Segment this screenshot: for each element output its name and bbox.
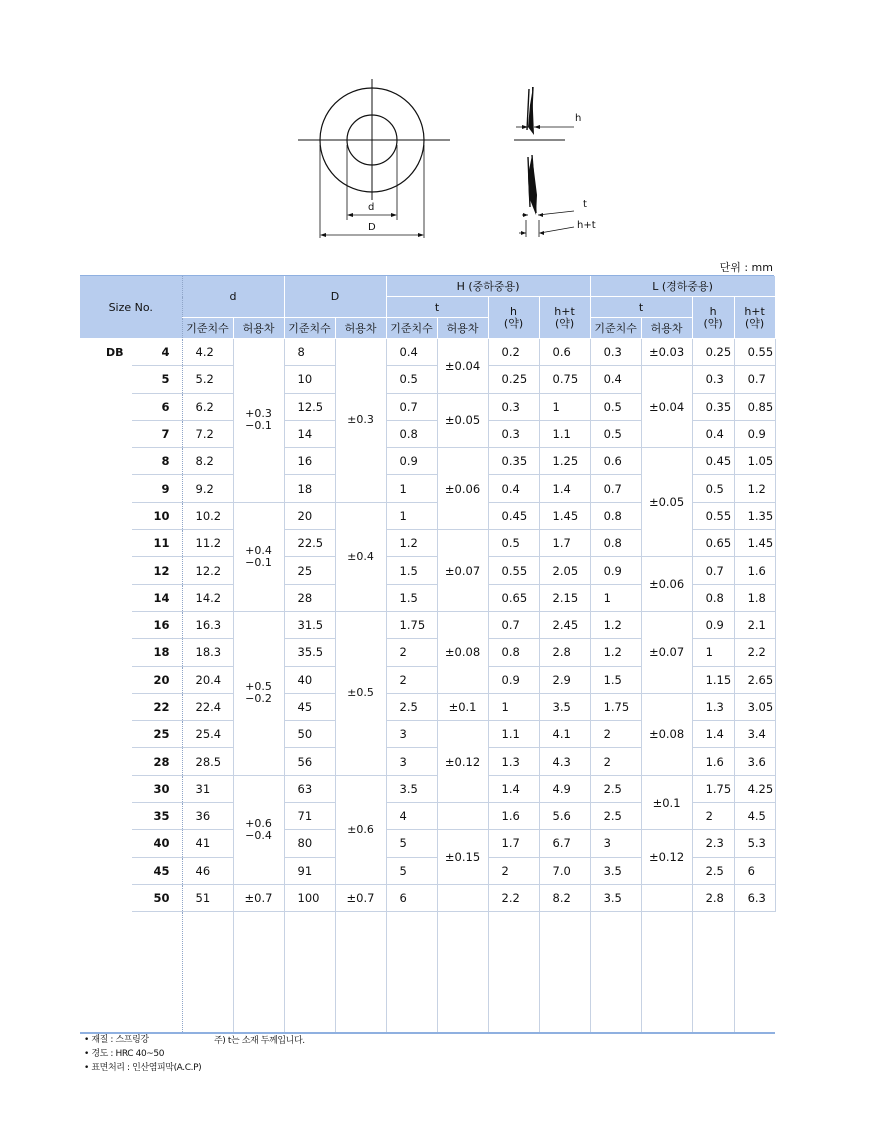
D-tolerance: ±0.4 <box>335 502 386 611</box>
H-t-basic: 3 <box>386 748 437 775</box>
L-h: 2.3 <box>692 830 734 857</box>
H-ht: 2.45 <box>539 611 590 638</box>
header-d-tol: 허용차 <box>233 318 284 339</box>
H-h: 1.1 <box>488 721 539 748</box>
D-basic: 16 <box>284 448 335 475</box>
D-basic: 12.5 <box>284 393 335 420</box>
size-no: 22 <box>132 693 182 720</box>
D-tolerance: ±0.3 <box>335 339 386 503</box>
note-surface: • 표면처리 : 인산염피막(A.C.P) <box>84 1063 202 1073</box>
H-h: 0.4 <box>488 475 539 502</box>
L-h: 1.4 <box>692 721 734 748</box>
d-basic: 25.4 <box>182 721 233 748</box>
H-t-basic: 1.2 <box>386 530 437 557</box>
L-h: 0.25 <box>692 339 734 366</box>
H-t-basic: 4 <box>386 803 437 830</box>
L-t-basic: 2.5 <box>590 775 641 802</box>
H-t-basic: 0.8 <box>386 420 437 447</box>
size-no: 50 <box>132 884 182 911</box>
L-t-basic: 0.4 <box>590 366 641 393</box>
unit-label: 단위 : mm <box>719 261 773 274</box>
H-ht: 7.0 <box>539 857 590 884</box>
d-basic: 12.2 <box>182 557 233 584</box>
L-t-basic: 0.5 <box>590 420 641 447</box>
D-basic: 50 <box>284 721 335 748</box>
H-t-tolerance: ±0.07 <box>437 530 488 612</box>
filler-cell <box>488 912 539 1034</box>
note-hardness: • 경도 : HRC 40~50 <box>84 1049 165 1059</box>
d-basic: 10.2 <box>182 502 233 529</box>
L-t-basic: 0.5 <box>590 393 641 420</box>
L-ht: 4.5 <box>734 803 775 830</box>
D-tolerance: ±0.5 <box>335 611 386 775</box>
ht-label: h+t <box>577 220 596 231</box>
H-t-tolerance <box>437 884 488 911</box>
D-tolerance: ±0.7 <box>335 884 386 911</box>
d-basic: 7.2 <box>182 420 233 447</box>
header-D: D <box>284 276 386 318</box>
D-basic: 71 <box>284 803 335 830</box>
size-no: 12 <box>132 557 182 584</box>
H-h: 2 <box>488 857 539 884</box>
header-L: L (경하중용) <box>590 276 775 297</box>
L-ht: 2.2 <box>734 639 775 666</box>
size-no: 7 <box>132 420 182 447</box>
H-t-basic: 2 <box>386 639 437 666</box>
H-ht: 1.4 <box>539 475 590 502</box>
L-ht: 2.1 <box>734 611 775 638</box>
filler-cell <box>233 912 284 1034</box>
size-no: 11 <box>132 530 182 557</box>
size-no: 18 <box>132 639 182 666</box>
D-basic: 63 <box>284 775 335 802</box>
H-ht: 4.9 <box>539 775 590 802</box>
H-t-basic: 3.5 <box>386 775 437 802</box>
size-no: 10 <box>132 502 182 529</box>
L-h: 0.7 <box>692 557 734 584</box>
d-basic: 16.3 <box>182 611 233 638</box>
L-t-basic: 2 <box>590 748 641 775</box>
H-ht: 2.9 <box>539 666 590 693</box>
H-ht: 1.7 <box>539 530 590 557</box>
H-h: 0.55 <box>488 557 539 584</box>
D-basic: 31.5 <box>284 611 335 638</box>
L-ht: 0.7 <box>734 366 775 393</box>
header-d: d <box>182 276 284 318</box>
H-h: 2.2 <box>488 884 539 911</box>
L-t-tolerance <box>641 884 692 911</box>
header-L-t: t <box>590 297 692 318</box>
H-ht: 2.05 <box>539 557 590 584</box>
d-basic: 20.4 <box>182 666 233 693</box>
L-t-basic: 3 <box>590 830 641 857</box>
H-ht: 6.7 <box>539 830 590 857</box>
notes <box>84 1033 201 1075</box>
L-h: 0.35 <box>692 393 734 420</box>
H-h: 0.3 <box>488 420 539 447</box>
remark: 주) t는 소재 두께입니다. <box>214 1036 305 1046</box>
filler-cell <box>182 912 233 1034</box>
D-basic: 8 <box>284 339 335 366</box>
H-t-basic: 2.5 <box>386 693 437 720</box>
filler-cell <box>386 912 437 1034</box>
H-ht: 0.75 <box>539 366 590 393</box>
table-body <box>80 339 775 1034</box>
L-ht: 1.2 <box>734 475 775 502</box>
L-ht: 4.25 <box>734 775 775 802</box>
H-h: 1 <box>488 693 539 720</box>
filler-cell <box>539 912 590 1034</box>
filler-cell <box>132 912 182 1034</box>
header-d-basic: 기준치수 <box>182 318 233 339</box>
H-ht: 3.5 <box>539 693 590 720</box>
H-t-tolerance: ±0.04 <box>437 339 488 394</box>
D-basic: 25 <box>284 557 335 584</box>
L-t-basic: 1 <box>590 584 641 611</box>
H-h: 0.25 <box>488 366 539 393</box>
table-row <box>80 611 775 638</box>
header-Ht-basic: 기준치수 <box>386 318 437 339</box>
D-basic: 20 <box>284 502 335 529</box>
L-t-tolerance: ±0.08 <box>641 693 692 775</box>
table-row <box>80 693 775 720</box>
d-basic: 22.4 <box>182 693 233 720</box>
size-no: 5 <box>132 366 182 393</box>
H-ht: 1.1 <box>539 420 590 447</box>
table-row <box>80 884 775 911</box>
L-ht: 3.4 <box>734 721 775 748</box>
L-ht: 1.45 <box>734 530 775 557</box>
H-ht: 1.45 <box>539 502 590 529</box>
table-row <box>80 366 775 393</box>
H-t-basic: 5 <box>386 857 437 884</box>
table-row <box>80 339 775 366</box>
t-label: t <box>583 199 587 210</box>
D-basic: 40 <box>284 666 335 693</box>
H-t-basic: 0.4 <box>386 339 437 366</box>
d-basic: 51 <box>182 884 233 911</box>
L-h: 1.3 <box>692 693 734 720</box>
L-ht: 1.6 <box>734 557 775 584</box>
L-t-basic: 3.5 <box>590 884 641 911</box>
L-h: 0.5 <box>692 475 734 502</box>
H-h: 1.3 <box>488 748 539 775</box>
size-no: 45 <box>132 857 182 884</box>
d-basic: 4.2 <box>182 339 233 366</box>
H-t-basic: 2 <box>386 666 437 693</box>
d-basic: 36 <box>182 803 233 830</box>
d-basic: 41 <box>182 830 233 857</box>
H-ht: 1.25 <box>539 448 590 475</box>
D-basic: 100 <box>284 884 335 911</box>
L-ht: 0.55 <box>734 339 775 366</box>
L-t-basic: 1.75 <box>590 693 641 720</box>
d-basic: 11.2 <box>182 530 233 557</box>
L-h: 1 <box>692 639 734 666</box>
header-L-ht: h+t (약) <box>734 297 775 339</box>
header-H-t: t <box>386 297 488 318</box>
d-basic: 28.5 <box>182 748 233 775</box>
header-H-h: h (약) <box>488 297 539 339</box>
d-label: d <box>368 202 375 213</box>
L-t-basic: 0.3 <box>590 339 641 366</box>
D-label: D <box>368 222 376 233</box>
L-ht: 0.85 <box>734 393 775 420</box>
size-no: 40 <box>132 830 182 857</box>
size-no: 25 <box>132 721 182 748</box>
D-basic: 22.5 <box>284 530 335 557</box>
L-h: 1.15 <box>692 666 734 693</box>
H-h: 0.2 <box>488 339 539 366</box>
size-prefix: DB <box>106 346 124 359</box>
H-ht: 4.3 <box>539 748 590 775</box>
L-t-tolerance: ±0.03 <box>641 339 692 366</box>
table-row <box>80 557 775 584</box>
H-h: 0.9 <box>488 666 539 693</box>
header-Lt-tol: 허용차 <box>641 318 692 339</box>
L-t-tolerance: ±0.05 <box>641 448 692 557</box>
H-t-basic: 0.9 <box>386 448 437 475</box>
header-Lt-basic: 기준치수 <box>590 318 641 339</box>
L-ht: 1.05 <box>734 448 775 475</box>
L-t-tolerance: ±0.06 <box>641 557 692 612</box>
L-t-basic: 0.8 <box>590 502 641 529</box>
L-t-basic: 1.2 <box>590 639 641 666</box>
D-basic: 91 <box>284 857 335 884</box>
H-t-tolerance: ±0.06 <box>437 448 488 530</box>
d-tolerance: +0.3 −0.1 <box>233 339 284 503</box>
d-tolerance: +0.6 −0.4 <box>233 775 284 884</box>
L-h: 0.3 <box>692 366 734 393</box>
H-ht: 5.6 <box>539 803 590 830</box>
size-no: 8 <box>132 448 182 475</box>
header-H: H (중하중용) <box>386 276 590 297</box>
size-no: 20 <box>132 666 182 693</box>
D-basic: 56 <box>284 748 335 775</box>
L-t-basic: 3.5 <box>590 857 641 884</box>
d-tolerance: ±0.7 <box>233 884 284 911</box>
h-label: h <box>575 113 582 124</box>
header-L-h: h (약) <box>692 297 734 339</box>
washer-diagram <box>290 75 620 245</box>
header-H-ht: h+t (약) <box>539 297 590 339</box>
header-Ht-tol: 허용차 <box>437 318 488 339</box>
size-no: 9 <box>132 475 182 502</box>
filler-cell <box>641 912 692 1034</box>
washer-drawing <box>290 75 620 245</box>
L-h: 1.75 <box>692 775 734 802</box>
D-basic: 18 <box>284 475 335 502</box>
H-ht: 8.2 <box>539 884 590 911</box>
L-h: 2.5 <box>692 857 734 884</box>
d-tolerance: +0.4 −0.1 <box>233 502 284 611</box>
L-h: 0.4 <box>692 420 734 447</box>
d-basic: 46 <box>182 857 233 884</box>
L-ht: 3.05 <box>734 693 775 720</box>
H-h: 0.7 <box>488 611 539 638</box>
filler-cell <box>692 912 734 1034</box>
H-t-basic: 0.5 <box>386 366 437 393</box>
L-ht: 6.3 <box>734 884 775 911</box>
H-ht: 2.8 <box>539 639 590 666</box>
filler-cell <box>590 912 641 1034</box>
L-ht: 1.8 <box>734 584 775 611</box>
H-t-tolerance: ±0.1 <box>437 693 488 720</box>
L-t-tolerance: ±0.04 <box>641 366 692 448</box>
H-t-basic: 0.7 <box>386 393 437 420</box>
D-basic: 45 <box>284 693 335 720</box>
L-ht: 6 <box>734 857 775 884</box>
L-t-basic: 0.7 <box>590 475 641 502</box>
d-basic: 18.3 <box>182 639 233 666</box>
H-h: 0.45 <box>488 502 539 529</box>
d-basic: 6.2 <box>182 393 233 420</box>
d-basic: 31 <box>182 775 233 802</box>
size-no: 14 <box>132 584 182 611</box>
D-basic: 10 <box>284 366 335 393</box>
H-t-tolerance <box>437 803 488 830</box>
size-no: 16 <box>132 611 182 638</box>
L-ht: 3.6 <box>734 748 775 775</box>
H-t-basic: 6 <box>386 884 437 911</box>
filler-cell <box>437 912 488 1034</box>
table-filler <box>80 912 775 1034</box>
L-t-tolerance: ±0.07 <box>641 611 692 693</box>
L-h: 2.8 <box>692 884 734 911</box>
table-row <box>80 775 775 802</box>
table-row <box>80 448 775 475</box>
header-D-tol: 허용차 <box>335 318 386 339</box>
d-basic: 5.2 <box>182 366 233 393</box>
d-basic: 8.2 <box>182 448 233 475</box>
L-h: 0.8 <box>692 584 734 611</box>
H-h: 1.7 <box>488 830 539 857</box>
H-ht: 4.1 <box>539 721 590 748</box>
size-no: 6 <box>132 393 182 420</box>
L-t-tolerance: ±0.1 <box>641 775 692 830</box>
H-ht: 2.15 <box>539 584 590 611</box>
H-t-basic: 1.5 <box>386 584 437 611</box>
H-h: 0.3 <box>488 393 539 420</box>
H-h: 0.65 <box>488 584 539 611</box>
L-h: 1.6 <box>692 748 734 775</box>
L-t-basic: 0.8 <box>590 530 641 557</box>
H-t-basic: 3 <box>386 721 437 748</box>
L-h: 0.45 <box>692 448 734 475</box>
L-t-basic: 2.5 <box>590 803 641 830</box>
L-t-basic: 0.9 <box>590 557 641 584</box>
L-t-tolerance: ±0.12 <box>641 830 692 885</box>
D-basic: 14 <box>284 420 335 447</box>
H-t-tolerance: ±0.12 <box>437 721 488 803</box>
H-ht: 0.6 <box>539 339 590 366</box>
size-no: 4 <box>132 339 182 366</box>
D-basic: 28 <box>284 584 335 611</box>
D-basic: 35.5 <box>284 639 335 666</box>
L-h: 0.55 <box>692 502 734 529</box>
L-ht: 2.65 <box>734 666 775 693</box>
H-h: 0.8 <box>488 639 539 666</box>
H-h: 0.35 <box>488 448 539 475</box>
L-ht: 5.3 <box>734 830 775 857</box>
H-h: 1.4 <box>488 775 539 802</box>
H-t-tolerance: ±0.08 <box>437 611 488 693</box>
L-h: 0.9 <box>692 611 734 638</box>
filler-cell <box>284 912 335 1034</box>
D-tolerance: ±0.6 <box>335 775 386 884</box>
H-t-tolerance: ±0.05 <box>437 393 488 448</box>
size-no: 35 <box>132 803 182 830</box>
H-h: 0.5 <box>488 530 539 557</box>
size-no: 30 <box>132 775 182 802</box>
spec-table <box>80 276 774 1034</box>
d-tolerance: +0.5 −0.2 <box>233 611 284 775</box>
size-no: 28 <box>132 748 182 775</box>
L-ht: 0.9 <box>734 420 775 447</box>
L-h: 0.65 <box>692 530 734 557</box>
filler-cell <box>335 912 386 1034</box>
H-t-basic: 1.5 <box>386 557 437 584</box>
H-t-basic: 1 <box>386 475 437 502</box>
header-size-no: Size No. <box>80 276 182 339</box>
H-t-basic: 1 <box>386 502 437 529</box>
L-h: 2 <box>692 803 734 830</box>
H-t-basic: 5 <box>386 830 437 857</box>
H-ht: 1 <box>539 393 590 420</box>
L-t-basic: 1.2 <box>590 611 641 638</box>
H-t-basic: 1.75 <box>386 611 437 638</box>
d-basic: 14.2 <box>182 584 233 611</box>
note-material: • 재질 : 스프링강 <box>84 1035 149 1045</box>
H-h: 1.6 <box>488 803 539 830</box>
L-t-basic: 0.6 <box>590 448 641 475</box>
L-t-basic: 2 <box>590 721 641 748</box>
L-t-basic: 1.5 <box>590 666 641 693</box>
D-basic: 80 <box>284 830 335 857</box>
d-basic: 9.2 <box>182 475 233 502</box>
L-ht: 1.35 <box>734 502 775 529</box>
header-D-basic: 기준치수 <box>284 318 335 339</box>
table-row <box>80 830 775 857</box>
H-t-tolerance: ±0.15 <box>437 830 488 885</box>
